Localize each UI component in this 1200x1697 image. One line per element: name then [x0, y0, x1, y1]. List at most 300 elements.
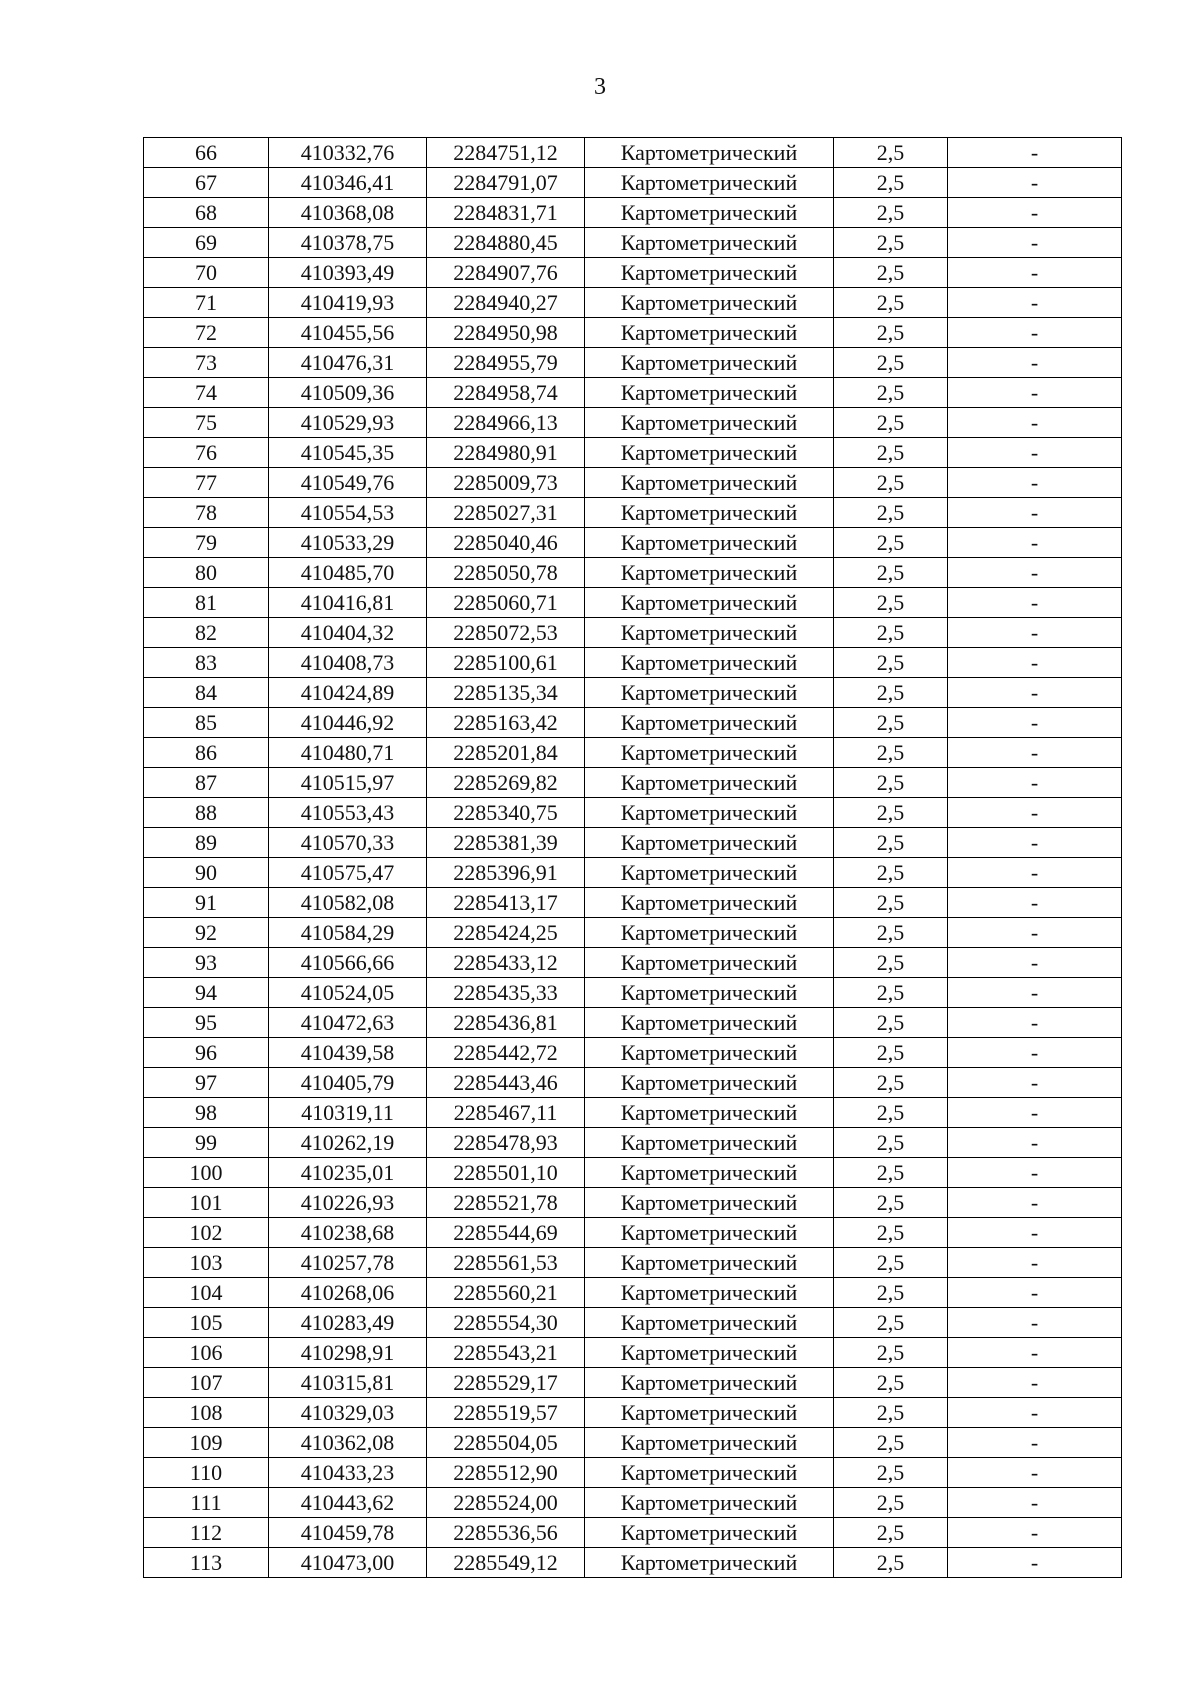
- accuracy-cell: 2,5: [834, 378, 948, 408]
- method-cell: Картометрический: [585, 1068, 834, 1098]
- method-cell: Картометрический: [585, 1398, 834, 1428]
- y-coordinate-cell: 2284966,13: [427, 408, 585, 438]
- table-row: [144, 1188, 1122, 1218]
- y-coordinate-cell: 2285554,30: [427, 1308, 585, 1338]
- point-number-cell: 98: [144, 1098, 269, 1128]
- table-row: [144, 1548, 1122, 1578]
- table-row: [144, 828, 1122, 858]
- description-cell: -: [948, 408, 1122, 438]
- coordinates-table-body: [144, 138, 1122, 1578]
- method-cell: Картометрический: [585, 408, 834, 438]
- accuracy-cell: 2,5: [834, 978, 948, 1008]
- y-coordinate-cell: 2285521,78: [427, 1188, 585, 1218]
- point-number-cell: 73: [144, 348, 269, 378]
- description-cell: -: [948, 678, 1122, 708]
- method-cell: Картометрический: [585, 768, 834, 798]
- point-number-cell: 74: [144, 378, 269, 408]
- y-coordinate-cell: 2285560,21: [427, 1278, 585, 1308]
- x-coordinate-cell: 410298,91: [269, 1338, 427, 1368]
- point-number-cell: 95: [144, 1008, 269, 1038]
- method-cell: Картометрический: [585, 1188, 834, 1218]
- description-cell: -: [948, 1008, 1122, 1038]
- point-number-cell: 83: [144, 648, 269, 678]
- x-coordinate-cell: 410553,43: [269, 798, 427, 828]
- y-coordinate-cell: 2284831,71: [427, 198, 585, 228]
- method-cell: Картометрический: [585, 1428, 834, 1458]
- point-number-cell: 106: [144, 1338, 269, 1368]
- table-row: [144, 378, 1122, 408]
- y-coordinate-cell: 2285009,73: [427, 468, 585, 498]
- y-coordinate-cell: 2285512,90: [427, 1458, 585, 1488]
- description-cell: -: [948, 948, 1122, 978]
- y-coordinate-cell: 2285436,81: [427, 1008, 585, 1038]
- description-cell: -: [948, 348, 1122, 378]
- method-cell: Картометрический: [585, 558, 834, 588]
- x-coordinate-cell: 410446,92: [269, 708, 427, 738]
- y-coordinate-cell: 2285424,25: [427, 918, 585, 948]
- table-row: [144, 708, 1122, 738]
- y-coordinate-cell: 2285340,75: [427, 798, 585, 828]
- point-number-cell: 87: [144, 768, 269, 798]
- point-number-cell: 105: [144, 1308, 269, 1338]
- point-number-cell: 80: [144, 558, 269, 588]
- y-coordinate-cell: 2285501,10: [427, 1158, 585, 1188]
- x-coordinate-cell: 410570,33: [269, 828, 427, 858]
- description-cell: -: [948, 1098, 1122, 1128]
- accuracy-cell: 2,5: [834, 1008, 948, 1038]
- x-coordinate-cell: 410433,23: [269, 1458, 427, 1488]
- point-number-cell: 82: [144, 618, 269, 648]
- accuracy-cell: 2,5: [834, 738, 948, 768]
- description-cell: -: [948, 558, 1122, 588]
- point-number-cell: 72: [144, 318, 269, 348]
- description-cell: -: [948, 978, 1122, 1008]
- accuracy-cell: 2,5: [834, 1158, 948, 1188]
- description-cell: -: [948, 1548, 1122, 1578]
- table-row: [144, 258, 1122, 288]
- description-cell: -: [948, 468, 1122, 498]
- table-row: [144, 528, 1122, 558]
- accuracy-cell: 2,5: [834, 528, 948, 558]
- method-cell: Картометрический: [585, 1128, 834, 1158]
- x-coordinate-cell: 410268,06: [269, 1278, 427, 1308]
- method-cell: Картометрический: [585, 258, 834, 288]
- description-cell: -: [948, 618, 1122, 648]
- accuracy-cell: 2,5: [834, 828, 948, 858]
- x-coordinate-cell: 410257,78: [269, 1248, 427, 1278]
- method-cell: Картометрический: [585, 858, 834, 888]
- method-cell: Картометрический: [585, 138, 834, 168]
- x-coordinate-cell: 410485,70: [269, 558, 427, 588]
- y-coordinate-cell: 2285443,46: [427, 1068, 585, 1098]
- point-number-cell: 111: [144, 1488, 269, 1518]
- description-cell: -: [948, 708, 1122, 738]
- point-number-cell: 78: [144, 498, 269, 528]
- method-cell: Картометрический: [585, 288, 834, 318]
- table-row: [144, 768, 1122, 798]
- y-coordinate-cell: 2285072,53: [427, 618, 585, 648]
- x-coordinate-cell: 410545,35: [269, 438, 427, 468]
- y-coordinate-cell: 2284751,12: [427, 138, 585, 168]
- method-cell: Картометрический: [585, 708, 834, 738]
- x-coordinate-cell: 410319,11: [269, 1098, 427, 1128]
- x-coordinate-cell: 410566,66: [269, 948, 427, 978]
- point-number-cell: 84: [144, 678, 269, 708]
- x-coordinate-cell: 410584,29: [269, 918, 427, 948]
- y-coordinate-cell: 2284791,07: [427, 168, 585, 198]
- table-row: [144, 408, 1122, 438]
- x-coordinate-cell: 410235,01: [269, 1158, 427, 1188]
- description-cell: -: [948, 1428, 1122, 1458]
- table-row: [144, 138, 1122, 168]
- description-cell: -: [948, 858, 1122, 888]
- table-row: [144, 1428, 1122, 1458]
- method-cell: Картометрический: [585, 1218, 834, 1248]
- description-cell: -: [948, 588, 1122, 618]
- table-row: [144, 1248, 1122, 1278]
- y-coordinate-cell: 2285163,42: [427, 708, 585, 738]
- description-cell: -: [948, 1308, 1122, 1338]
- x-coordinate-cell: 410262,19: [269, 1128, 427, 1158]
- accuracy-cell: 2,5: [834, 918, 948, 948]
- point-number-cell: 101: [144, 1188, 269, 1218]
- x-coordinate-cell: 410315,81: [269, 1368, 427, 1398]
- table-row: [144, 1488, 1122, 1518]
- table-row: [144, 348, 1122, 378]
- point-number-cell: 103: [144, 1248, 269, 1278]
- method-cell: Картометрический: [585, 1518, 834, 1548]
- accuracy-cell: 2,5: [834, 768, 948, 798]
- y-coordinate-cell: 2285201,84: [427, 738, 585, 768]
- accuracy-cell: 2,5: [834, 1428, 948, 1458]
- point-number-cell: 75: [144, 408, 269, 438]
- x-coordinate-cell: 410424,89: [269, 678, 427, 708]
- x-coordinate-cell: 410509,36: [269, 378, 427, 408]
- point-number-cell: 66: [144, 138, 269, 168]
- y-coordinate-cell: 2285269,82: [427, 768, 585, 798]
- x-coordinate-cell: 410439,58: [269, 1038, 427, 1068]
- point-number-cell: 113: [144, 1548, 269, 1578]
- accuracy-cell: 2,5: [834, 948, 948, 978]
- y-coordinate-cell: 2284955,79: [427, 348, 585, 378]
- description-cell: -: [948, 498, 1122, 528]
- description-cell: -: [948, 438, 1122, 468]
- method-cell: Картометрический: [585, 828, 834, 858]
- y-coordinate-cell: 2285435,33: [427, 978, 585, 1008]
- y-coordinate-cell: 2285543,21: [427, 1338, 585, 1368]
- method-cell: Картометрический: [585, 1488, 834, 1518]
- accuracy-cell: 2,5: [834, 1548, 948, 1578]
- x-coordinate-cell: 410473,00: [269, 1548, 427, 1578]
- method-cell: Картометрический: [585, 378, 834, 408]
- method-cell: Картометрический: [585, 918, 834, 948]
- y-coordinate-cell: 2285467,11: [427, 1098, 585, 1128]
- description-cell: -: [948, 1278, 1122, 1308]
- method-cell: Картометрический: [585, 168, 834, 198]
- accuracy-cell: 2,5: [834, 1098, 948, 1128]
- y-coordinate-cell: 2284940,27: [427, 288, 585, 318]
- method-cell: Картометрический: [585, 1458, 834, 1488]
- table-row: [144, 1158, 1122, 1188]
- x-coordinate-cell: 410346,41: [269, 168, 427, 198]
- y-coordinate-cell: 2285040,46: [427, 528, 585, 558]
- accuracy-cell: 2,5: [834, 1218, 948, 1248]
- y-coordinate-cell: 2285524,00: [427, 1488, 585, 1518]
- method-cell: Картометрический: [585, 228, 834, 258]
- description-cell: -: [948, 138, 1122, 168]
- accuracy-cell: 2,5: [834, 1038, 948, 1068]
- x-coordinate-cell: 410226,93: [269, 1188, 427, 1218]
- method-cell: Картометрический: [585, 978, 834, 1008]
- description-cell: -: [948, 1398, 1122, 1428]
- point-number-cell: 69: [144, 228, 269, 258]
- accuracy-cell: 2,5: [834, 198, 948, 228]
- table-row: [144, 588, 1122, 618]
- description-cell: -: [948, 1368, 1122, 1398]
- method-cell: Картометрический: [585, 348, 834, 378]
- x-coordinate-cell: 410329,03: [269, 1398, 427, 1428]
- page-number: 3: [594, 74, 606, 100]
- accuracy-cell: 2,5: [834, 318, 948, 348]
- table-row: [144, 1038, 1122, 1068]
- x-coordinate-cell: 410549,76: [269, 468, 427, 498]
- accuracy-cell: 2,5: [834, 678, 948, 708]
- description-cell: -: [948, 1338, 1122, 1368]
- table-row: [144, 888, 1122, 918]
- table-row: [144, 168, 1122, 198]
- x-coordinate-cell: 410405,79: [269, 1068, 427, 1098]
- description-cell: -: [948, 228, 1122, 258]
- description-cell: -: [948, 1218, 1122, 1248]
- table-row: [144, 468, 1122, 498]
- x-coordinate-cell: 410529,93: [269, 408, 427, 438]
- table-row: [144, 978, 1122, 1008]
- point-number-cell: 91: [144, 888, 269, 918]
- description-cell: -: [948, 318, 1122, 348]
- point-number-cell: 81: [144, 588, 269, 618]
- x-coordinate-cell: 410362,08: [269, 1428, 427, 1458]
- method-cell: Картометрический: [585, 1308, 834, 1338]
- description-cell: -: [948, 258, 1122, 288]
- method-cell: Картометрический: [585, 738, 834, 768]
- method-cell: Картометрический: [585, 1098, 834, 1128]
- accuracy-cell: 2,5: [834, 348, 948, 378]
- table-row: [144, 288, 1122, 318]
- coordinates-table: [143, 137, 1122, 1578]
- accuracy-cell: 2,5: [834, 1488, 948, 1518]
- description-cell: -: [948, 1128, 1122, 1158]
- table-row: [144, 558, 1122, 588]
- description-cell: -: [948, 648, 1122, 678]
- method-cell: Картометрический: [585, 588, 834, 618]
- accuracy-cell: 2,5: [834, 1518, 948, 1548]
- accuracy-cell: 2,5: [834, 1128, 948, 1158]
- y-coordinate-cell: 2285478,93: [427, 1128, 585, 1158]
- point-number-cell: 108: [144, 1398, 269, 1428]
- description-cell: -: [948, 768, 1122, 798]
- x-coordinate-cell: 410480,71: [269, 738, 427, 768]
- y-coordinate-cell: 2285050,78: [427, 558, 585, 588]
- point-number-cell: 93: [144, 948, 269, 978]
- method-cell: Картометрический: [585, 1158, 834, 1188]
- table-row: [144, 798, 1122, 828]
- point-number-cell: 94: [144, 978, 269, 1008]
- description-cell: -: [948, 1038, 1122, 1068]
- accuracy-cell: 2,5: [834, 1068, 948, 1098]
- description-cell: -: [948, 1248, 1122, 1278]
- description-cell: -: [948, 738, 1122, 768]
- x-coordinate-cell: 410524,05: [269, 978, 427, 1008]
- method-cell: Картометрический: [585, 528, 834, 558]
- y-coordinate-cell: 2285433,12: [427, 948, 585, 978]
- accuracy-cell: 2,5: [834, 258, 948, 288]
- x-coordinate-cell: 410515,97: [269, 768, 427, 798]
- x-coordinate-cell: 410378,75: [269, 228, 427, 258]
- y-coordinate-cell: 2285549,12: [427, 1548, 585, 1578]
- point-number-cell: 92: [144, 918, 269, 948]
- method-cell: Картометрический: [585, 1338, 834, 1368]
- accuracy-cell: 2,5: [834, 648, 948, 678]
- accuracy-cell: 2,5: [834, 1278, 948, 1308]
- x-coordinate-cell: 410283,49: [269, 1308, 427, 1338]
- y-coordinate-cell: 2285529,17: [427, 1368, 585, 1398]
- table-row: [144, 1278, 1122, 1308]
- method-cell: Картометрический: [585, 948, 834, 978]
- description-cell: -: [948, 798, 1122, 828]
- x-coordinate-cell: 410472,63: [269, 1008, 427, 1038]
- point-number-cell: 88: [144, 798, 269, 828]
- y-coordinate-cell: 2285060,71: [427, 588, 585, 618]
- description-cell: -: [948, 1158, 1122, 1188]
- y-coordinate-cell: 2285100,61: [427, 648, 585, 678]
- accuracy-cell: 2,5: [834, 408, 948, 438]
- description-cell: -: [948, 288, 1122, 318]
- point-number-cell: 110: [144, 1458, 269, 1488]
- x-coordinate-cell: 410419,93: [269, 288, 427, 318]
- accuracy-cell: 2,5: [834, 1188, 948, 1218]
- method-cell: Картометрический: [585, 1038, 834, 1068]
- table-row: [144, 1398, 1122, 1428]
- table-row: [144, 618, 1122, 648]
- method-cell: Картометрический: [585, 798, 834, 828]
- table-row: [144, 738, 1122, 768]
- y-coordinate-cell: 2285442,72: [427, 1038, 585, 1068]
- table-row: [144, 318, 1122, 348]
- y-coordinate-cell: 2285396,91: [427, 858, 585, 888]
- x-coordinate-cell: 410393,49: [269, 258, 427, 288]
- table-row: [144, 1068, 1122, 1098]
- table-row: [144, 678, 1122, 708]
- method-cell: Картометрический: [585, 1008, 834, 1038]
- accuracy-cell: 2,5: [834, 228, 948, 258]
- accuracy-cell: 2,5: [834, 438, 948, 468]
- point-number-cell: 107: [144, 1368, 269, 1398]
- x-coordinate-cell: 410575,47: [269, 858, 427, 888]
- method-cell: Картометрический: [585, 1368, 834, 1398]
- y-coordinate-cell: 2285381,39: [427, 828, 585, 858]
- y-coordinate-cell: 2285504,05: [427, 1428, 585, 1458]
- point-number-cell: 99: [144, 1128, 269, 1158]
- description-cell: -: [948, 198, 1122, 228]
- method-cell: Картометрический: [585, 1248, 834, 1278]
- y-coordinate-cell: 2285519,57: [427, 1398, 585, 1428]
- x-coordinate-cell: 410332,76: [269, 138, 427, 168]
- table-row: [144, 1128, 1122, 1158]
- method-cell: Картометрический: [585, 618, 834, 648]
- point-number-cell: 96: [144, 1038, 269, 1068]
- description-cell: -: [948, 528, 1122, 558]
- table-row: [144, 1008, 1122, 1038]
- x-coordinate-cell: 410408,73: [269, 648, 427, 678]
- accuracy-cell: 2,5: [834, 558, 948, 588]
- point-number-cell: 79: [144, 528, 269, 558]
- accuracy-cell: 2,5: [834, 798, 948, 828]
- description-cell: -: [948, 888, 1122, 918]
- table-row: [144, 228, 1122, 258]
- table-row: [144, 1338, 1122, 1368]
- accuracy-cell: 2,5: [834, 1458, 948, 1488]
- point-number-cell: 70: [144, 258, 269, 288]
- y-coordinate-cell: 2285544,69: [427, 1218, 585, 1248]
- y-coordinate-cell: 2285027,31: [427, 498, 585, 528]
- method-cell: Картометрический: [585, 678, 834, 708]
- description-cell: -: [948, 828, 1122, 858]
- x-coordinate-cell: 410443,62: [269, 1488, 427, 1518]
- table-row: [144, 438, 1122, 468]
- table-row: [144, 948, 1122, 978]
- point-number-cell: 102: [144, 1218, 269, 1248]
- x-coordinate-cell: 410404,32: [269, 618, 427, 648]
- method-cell: Картометрический: [585, 438, 834, 468]
- y-coordinate-cell: 2285561,53: [427, 1248, 585, 1278]
- point-number-cell: 86: [144, 738, 269, 768]
- x-coordinate-cell: 410238,68: [269, 1218, 427, 1248]
- point-number-cell: 71: [144, 288, 269, 318]
- description-cell: -: [948, 378, 1122, 408]
- accuracy-cell: 2,5: [834, 1338, 948, 1368]
- method-cell: Картометрический: [585, 198, 834, 228]
- accuracy-cell: 2,5: [834, 138, 948, 168]
- method-cell: Картометрический: [585, 1548, 834, 1578]
- accuracy-cell: 2,5: [834, 708, 948, 738]
- point-number-cell: 85: [144, 708, 269, 738]
- method-cell: Картометрический: [585, 888, 834, 918]
- method-cell: Картометрический: [585, 318, 834, 348]
- accuracy-cell: 2,5: [834, 1368, 948, 1398]
- accuracy-cell: 2,5: [834, 1398, 948, 1428]
- accuracy-cell: 2,5: [834, 468, 948, 498]
- point-number-cell: 68: [144, 198, 269, 228]
- table-row: [144, 648, 1122, 678]
- point-number-cell: 89: [144, 828, 269, 858]
- method-cell: Картометрический: [585, 648, 834, 678]
- y-coordinate-cell: 2285536,56: [427, 1518, 585, 1548]
- x-coordinate-cell: 410459,78: [269, 1518, 427, 1548]
- method-cell: Картометрический: [585, 1278, 834, 1308]
- y-coordinate-cell: 2284907,76: [427, 258, 585, 288]
- accuracy-cell: 2,5: [834, 168, 948, 198]
- x-coordinate-cell: 410582,08: [269, 888, 427, 918]
- description-cell: -: [948, 1068, 1122, 1098]
- x-coordinate-cell: 410416,81: [269, 588, 427, 618]
- accuracy-cell: 2,5: [834, 858, 948, 888]
- description-cell: -: [948, 1458, 1122, 1488]
- accuracy-cell: 2,5: [834, 1308, 948, 1338]
- table-row: [144, 198, 1122, 228]
- table-row: [144, 498, 1122, 528]
- accuracy-cell: 2,5: [834, 498, 948, 528]
- x-coordinate-cell: 410455,56: [269, 318, 427, 348]
